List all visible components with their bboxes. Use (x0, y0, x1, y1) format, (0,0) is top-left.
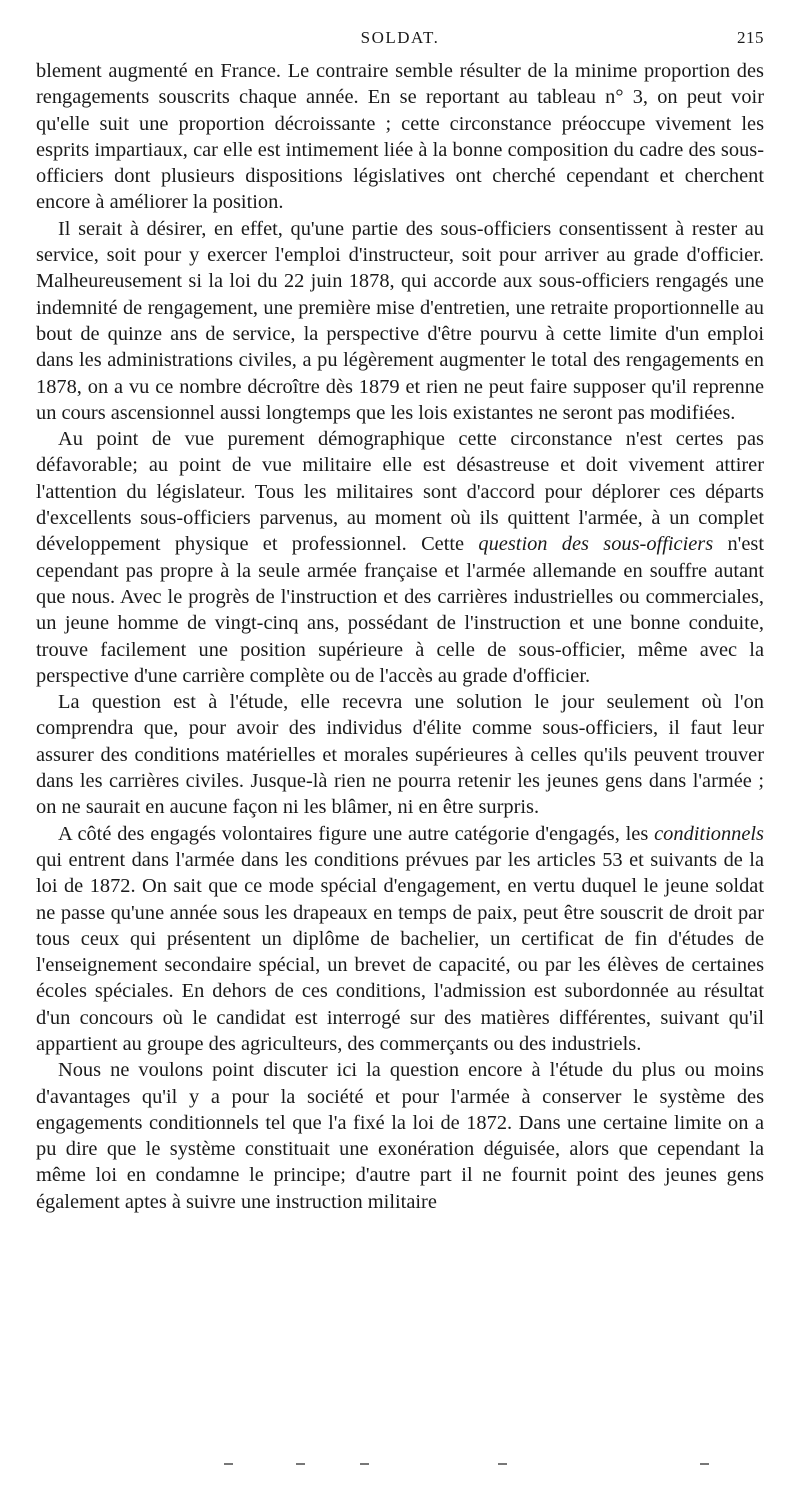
italic-phrase: question des sous-officiers (478, 533, 714, 556)
italic-phrase: conditionnels (654, 822, 764, 845)
paragraph-1 (36, 58, 764, 216)
text-segment: A côté des engagés volontaires figure une autre catégorie d'engagés, les (58, 822, 655, 845)
body-text (36, 58, 764, 1215)
paragraph-3 (36, 426, 764, 689)
text-segment: Au point de vue purement démographique cette circonstance n'est certes pas défavorable; au point de vue militaire elle est désastreuse et doit vivement attirer l'attention du législateur. Tous les militaires sont d'accord pour déplorer ces départs d'excellents sous-officiers parvenus, au moment où ils quittent l'armée, à un complet développement physique et professionnel. Cette (36, 428, 764, 556)
scan-mark (224, 1463, 233, 1465)
scan-mark (498, 1463, 507, 1465)
paragraph-5 (36, 821, 764, 1058)
text-segment: blement augmenté en France. Le contraire semble résulter de la minime proportion des rengagements souscrits chaque année. En se reportant au tableau n° 3, on peut voir qu'elle suit une proportion décroissante ; cette circonstance préoccupe vivement les esprits impartiaux, car elle est intimement liée à la bonne composition du cadre des sous-officiers dont plusieurs dispositions législatives ont cherché cependant et cherchent encore à améliorer la position. (36, 60, 764, 214)
running-title: SOLDAT. (360, 28, 440, 47)
scan-mark (296, 1463, 305, 1465)
text-segment: Nous ne voulons point discuter ici la question encore à l'étude du plus ou moins d'avantages qu'il y a pour la société et pour l'armée à conserver le système des engagements conditionnels tel que l'a fixé la loi de 1872. Dans une certaine limite on a pu dire que le système constituait une exonération déguisée, alors que cependant la même loi en condamne le principe; d'autre part il ne fournit point des jeunes gens également aptes à suivre une instruction militaire (36, 1059, 764, 1213)
paragraph-2 (36, 216, 764, 426)
text-segment: Il serait à désirer, en effet, qu'une partie des sous-officiers consentissent à rester au service, soit pour y exercer l'emploi d'instructeur, soit pour arriver au grade d'officier. Malheureusement si la loi du 22 juin 1878, qui accorde aux sous-officiers rengagés une indemnité de rengagement, une première mise d'entretien, une retraite proportionnelle au bout de quinze ans de service, la perspective d'être pourvu à cette limite d'un emploi dans les administrations civiles, a pu légèrement augmenter le total des rengagements en 1878, on a vu ce nombre décroître dès 1879 et rien ne peut faire supposer qu'il reprenne un cours ascensionnel aussi longtemps que les lois existantes ne seront pas modifiées. (36, 217, 764, 424)
text-segment: La question est à l'étude, elle recevra une solution le jour seulement où l'on comprendra que, pour avoir des individus d'élite comme sous-officiers, il faut leur assurer des conditions matérielles et morales supérieures à celles qu'ils peuvent trouver dans les carrières civiles. Jusque-là rien ne pourra retenir les jeunes gens dans l'armée ; on ne saurait en aucune façon ni les blâmer, ni en être surpris. (36, 691, 764, 819)
text-segment: qui entrent dans l'armée dans les conditions prévues par les articles 53 et suivants de la loi de 1872. On sait que ce mode spécial d'engagement, en vertu duquel le jeune soldat ne passe qu'une année sous les drapeaux en temps de paix, peut être souscrit de droit par tous ceux qui présentent un diplôme de bachelier, un certificat de fin d'études de l'enseignement secondaire spécial, un brevet de capacité, ou par les élèves de certaines écoles spéciales. En dehors de ces conditions, l'admission est subordonnée au résultat d'un concours où le candidat est interrogé sur des matières différentes, suivant qu'il appartient au groupe des agriculteurs, des commerçants ou des industriels. (36, 848, 764, 1055)
page-header (36, 28, 764, 58)
scan-mark (360, 1463, 369, 1465)
paragraph-6 (36, 1057, 764, 1215)
page-number: 215 (737, 28, 764, 47)
scan-artifact-marks (200, 1463, 720, 1467)
book-page (36, 28, 764, 1215)
text-segment: n'est cependant pas propre à la seule armée française et l'armée allemande en souffre autant que nous. Avec le progrès de l'instruction et des carrières industrielles ou commerciales, un jeune homme de vingt-cinq ans, possédant de l'instruction et une bonne conduite, trouve facilement une position supérieure à celle de sous-officier, même avec la perspective d'une carrière complète ou de l'accès au grade d'officier. (36, 533, 764, 687)
scan-mark (700, 1463, 709, 1465)
paragraph-4 (36, 689, 764, 820)
